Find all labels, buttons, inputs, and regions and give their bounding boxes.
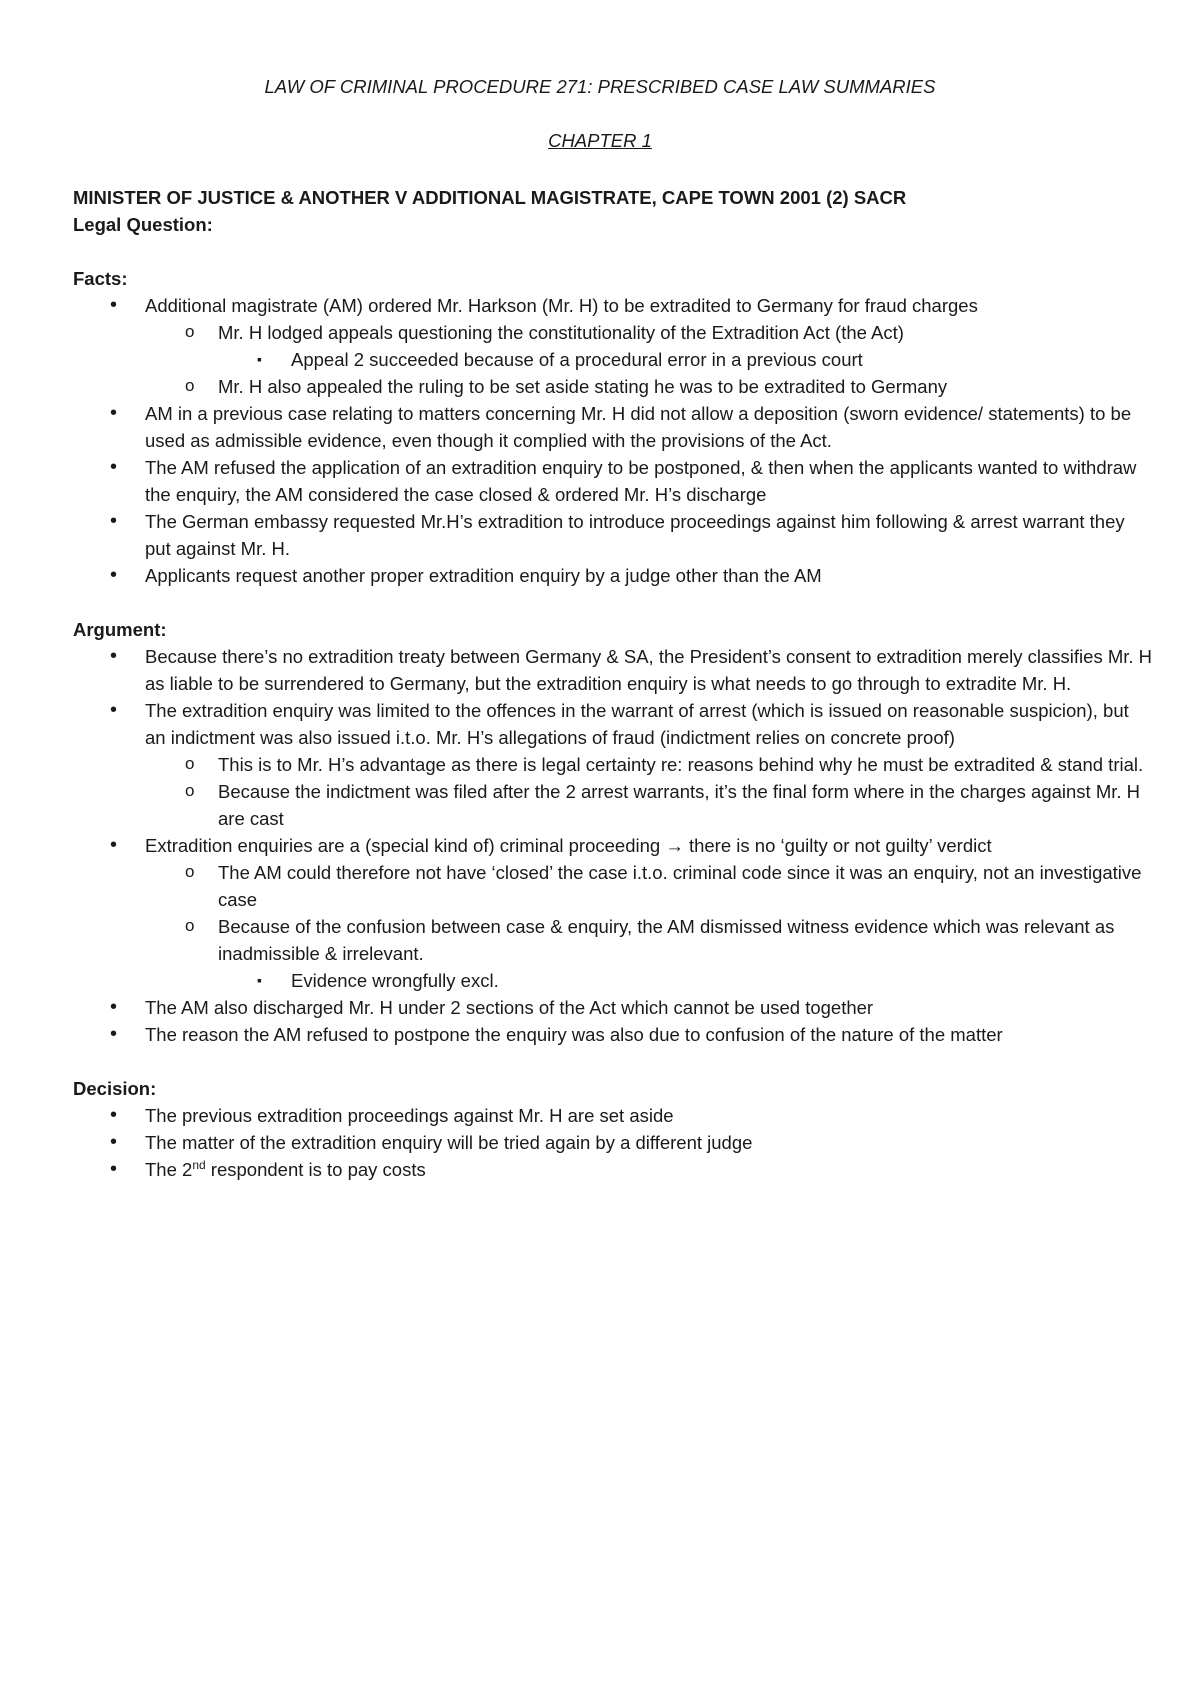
sub-sub-bullet-marker: ▪ <box>257 972 262 988</box>
bullet-marker: • <box>110 1158 118 1180</box>
facts-sub-bullet-1-text: Mr. H lodged appeals questioning the constitutionality of the Extradition Act (the Act) <box>218 322 904 343</box>
bullet-marker: • <box>110 645 118 667</box>
sub-sub-bullet-marker: ▪ <box>257 351 262 367</box>
argument-sub-bullet-3-text: The AM could therefore not have ‘closed’ the case i.t.o. criminal code since it was an enquiry, not an investigative case <box>218 862 1142 910</box>
argument-bullet-3-text-start: Extradition enquiries are a (special kind of) criminal proceeding <box>145 835 661 856</box>
legal-question-label: Legal Question: <box>73 214 213 235</box>
argument-sub-bullet-4 <box>73 913 1153 967</box>
argument-bullet-3 <box>73 832 1153 859</box>
decision-list <box>73 1102 1153 1183</box>
argument-sub-sub-bullet-1 <box>73 967 1153 994</box>
argument-heading: Argument: <box>73 619 167 640</box>
spacer <box>73 238 1153 265</box>
argument-bullet-1 <box>73 643 1153 697</box>
decision-bullet-3-text-start: The 2 <box>145 1159 193 1180</box>
spacer <box>73 589 1153 616</box>
argument-sub-bullet-2-text: Because the indictment was filed after the 2 arrest warrants, it’s the final form where in the charges against Mr. H are cast <box>218 781 1141 829</box>
facts-bullet-2 <box>73 400 1153 454</box>
facts-bullet-4 <box>73 508 1153 562</box>
sub-bullet-marker: o <box>185 916 195 935</box>
argument-sub-bullet-1-text: This is to Mr. H’s advantage as there is legal certainty re: reasons behind why he must be extradited & stand trial. <box>218 754 1144 775</box>
decision-heading: Decision: <box>73 1078 157 1099</box>
argument-sub-bullet-4-text: Because of the confusion between case & enquiry, the AM dismissed witness evidence which was relevant as inadmissible & irrelevant. <box>218 916 1115 964</box>
facts-sub-bullet-1 <box>73 319 1153 346</box>
bullet-marker: • <box>110 1104 118 1126</box>
argument-sub-bullet-1 <box>73 751 1153 778</box>
decision-bullet-1-text: The previous extradition proceedings against Mr. H are set aside <box>145 1105 674 1126</box>
ordinal-suffix: nd <box>192 1157 206 1172</box>
spacer <box>73 1048 1153 1075</box>
sub-bullet-marker: o <box>185 754 195 773</box>
right-arrow-icon: → <box>665 835 684 856</box>
facts-sub-bullet-2-text: Mr. H also appealed the ruling to be set aside stating he was to be extradited to Germany <box>218 376 948 397</box>
case-title: MINISTER OF JUSTICE & ANOTHER V ADDITIONAL MAGISTRATE, CAPE TOWN 2001 (2) SACR <box>73 187 907 208</box>
facts-bullet-4-text: The German embassy requested Mr.H’s extradition to introduce proceedings against him following & arrest warrant they put against Mr. H. <box>145 511 1125 559</box>
facts-heading: Facts: <box>73 268 128 289</box>
bullet-marker: • <box>110 456 118 478</box>
bullet-marker: • <box>110 564 118 586</box>
sub-bullet-marker: o <box>185 862 195 881</box>
argument-bullet-4-text: The AM also discharged Mr. H under 2 sections of the Act which cannot be used together <box>145 997 874 1018</box>
bullet-marker: • <box>110 699 118 721</box>
case-summary <box>73 184 1153 1183</box>
facts-bullet-1 <box>73 292 1153 319</box>
argument-sub-bullet-2 <box>73 778 1153 832</box>
facts-list <box>73 292 1153 589</box>
argument-bullet-2-text: The extradition enquiry was limited to the offences in the warrant of arrest (which is issued on reasonable suspicion), but an indictment was also issued i.t.o. Mr. H’s allegations of fraud (indictment relies on concrete proof) <box>145 700 1129 748</box>
decision-bullet-2-text: The matter of the extradition enquiry will be tried again by a different judge <box>145 1132 753 1153</box>
bullet-marker: • <box>110 510 118 532</box>
facts-bullet-1-text: Additional magistrate (AM) ordered Mr. Harkson (Mr. H) to be extradited to Germany for fraud charges <box>145 295 978 316</box>
facts-bullet-2-text: AM in a previous case relating to matters concerning Mr. H did not allow a deposition (sworn evidence/ statements) to be used as admissible evidence, even though it complied with the provisions of the Act. <box>145 403 1132 451</box>
bullet-marker: • <box>110 1023 118 1045</box>
decision-bullet-3 <box>73 1156 1153 1183</box>
bullet-marker: • <box>110 834 118 856</box>
facts-bullet-3-text: The AM refused the application of an extradition enquiry to be postponed, & then when the applicants wanted to withdraw the enquiry, the AM considered the case closed & ordered Mr. H’s discharge <box>145 457 1137 505</box>
sub-bullet-marker: o <box>185 322 195 341</box>
chapter-heading: CHAPTER 1 <box>548 130 652 151</box>
bullet-marker: • <box>110 996 118 1018</box>
bullet-marker: • <box>110 294 118 316</box>
document-title: LAW OF CRIMINAL PROCEDURE 271: PRESCRIBED CASE LAW SUMMARIES <box>264 76 936 97</box>
sub-bullet-marker: o <box>185 781 195 800</box>
facts-sub-sub-bullet-1 <box>73 346 1153 373</box>
argument-sub-bullet-3 <box>73 859 1153 913</box>
facts-sub-bullet-2 <box>73 373 1153 400</box>
argument-list <box>73 643 1153 1048</box>
argument-bullet-1-text: Because there’s no extradition treaty between Germany & SA, the President’s consent to extradition merely classifies Mr. H as liable to be surrendered to Germany, but the extradition enquiry is what needs to go through to extradite Mr. H. <box>145 646 1153 694</box>
argument-bullet-3-text-end: there is no ‘guilty or not guilty’ verdict <box>688 835 992 856</box>
argument-bullet-5-text: The reason the AM refused to postpone the enquiry was also due to confusion of the nature of the matter <box>145 1024 1003 1045</box>
argument-bullet-4 <box>73 994 1153 1021</box>
argument-bullet-5 <box>73 1021 1153 1048</box>
facts-sub-sub-bullet-1-text: Appeal 2 succeeded because of a procedural error in a previous court <box>291 349 863 370</box>
argument-sub-sub-bullet-1-text: Evidence wrongfully excl. <box>291 970 499 991</box>
decision-bullet-3-text-end: respondent is to pay costs <box>205 1159 426 1180</box>
decision-bullet-2 <box>73 1129 1153 1156</box>
bullet-marker: • <box>110 1131 118 1153</box>
sub-bullet-marker: o <box>185 376 195 395</box>
facts-bullet-3 <box>73 454 1153 508</box>
facts-bullet-5-text: Applicants request another proper extradition enquiry by a judge other than the AM <box>145 565 822 586</box>
bullet-marker: • <box>110 402 118 424</box>
argument-bullet-2 <box>73 697 1153 751</box>
decision-bullet-1 <box>73 1102 1153 1129</box>
facts-bullet-5 <box>73 562 1153 589</box>
